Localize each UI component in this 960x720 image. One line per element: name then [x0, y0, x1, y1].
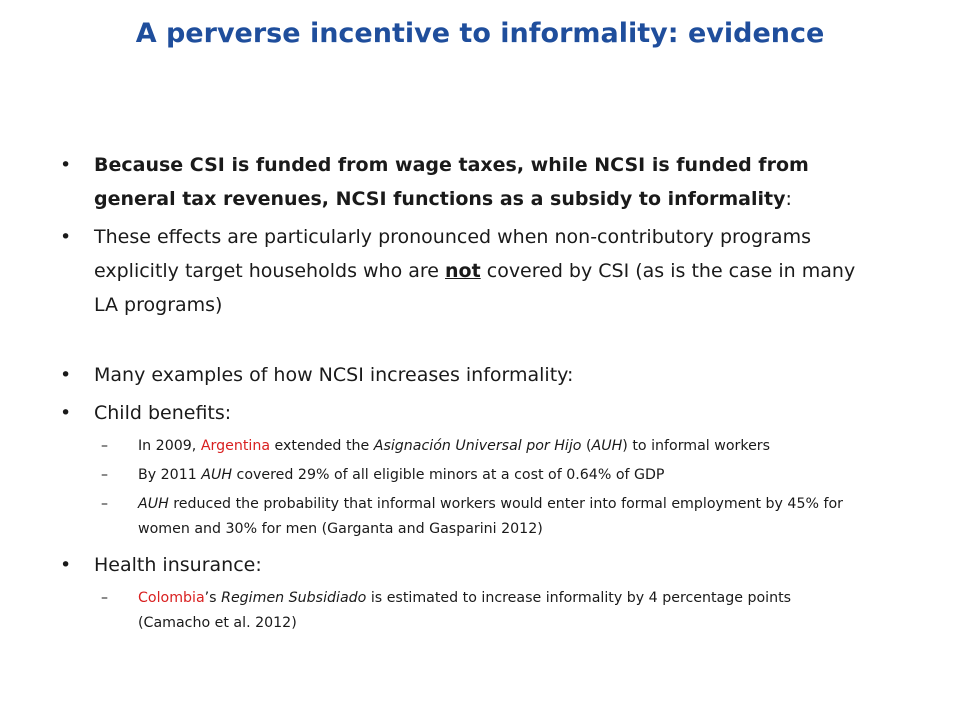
sub-bullet-probability	[60, 492, 860, 542]
sub3-post: reduced the probability that informal workers would enter into formal employment by 45% for women and 30% for men (Garganta and Gasparini 2012)	[138, 496, 843, 537]
bullet-effects-post: covered by CSI (as is the case in many LA programs)	[94, 260, 856, 316]
bullet-child-benefits	[60, 396, 860, 430]
bullet-examples-text: Many examples of how NCSI increases informality:	[94, 364, 574, 386]
bullet-effects-not: not	[445, 260, 481, 282]
bullet-funding-colon: :	[785, 188, 792, 210]
sub4-post: is estimated to increase informality by 4 percentage points (Camacho et al. 2012)	[138, 590, 792, 631]
sub4-pre: ’s	[204, 590, 222, 606]
sub-bullet-colombia	[60, 586, 860, 636]
bullet-effects	[60, 220, 860, 322]
bullet-effects-pre: These effects are particularly pronounced when non-contributory programs explicitly target households who are	[94, 226, 811, 282]
sub2-pre: By 2011	[138, 467, 202, 483]
sub1-paren: (	[581, 438, 592, 454]
bullet-health-text: Health insurance:	[94, 554, 262, 576]
sub1-post: ) to informal workers	[622, 438, 771, 454]
bullet-funding-text: Because CSI is funded from wage taxes, while NCSI is funded from general tax revenues, NCSI functions as a subsidy to informality	[94, 154, 809, 210]
sub2-post: covered 29% of all eligible minors at a cost of 0.64% of GDP	[232, 467, 665, 483]
sub2-auh: AUH	[201, 467, 233, 483]
bullet-health	[60, 548, 860, 582]
sub1-auh: AUH	[591, 438, 623, 454]
sub4-country: Colombia	[138, 590, 205, 606]
sub1-pre: In 2009,	[138, 438, 201, 454]
sub-bullet-coverage	[60, 463, 860, 488]
bullet-examples	[60, 358, 860, 392]
bullet-funding	[60, 148, 860, 216]
sub1-mid: extended the	[270, 438, 374, 454]
slide-title: A perverse incentive to informality: evidence	[135, 18, 825, 49]
sub3-auh: AUH	[138, 496, 169, 512]
bullet-child-benefits-text: Child benefits:	[94, 402, 232, 424]
sub4-program: Regimen Subsidiado	[221, 590, 367, 606]
bullet-list	[60, 148, 860, 640]
sub1-program: Asignación Universal por Hijo	[373, 438, 582, 454]
sub-bullet-argentina	[60, 434, 860, 459]
sub1-country: Argentina	[200, 438, 271, 454]
